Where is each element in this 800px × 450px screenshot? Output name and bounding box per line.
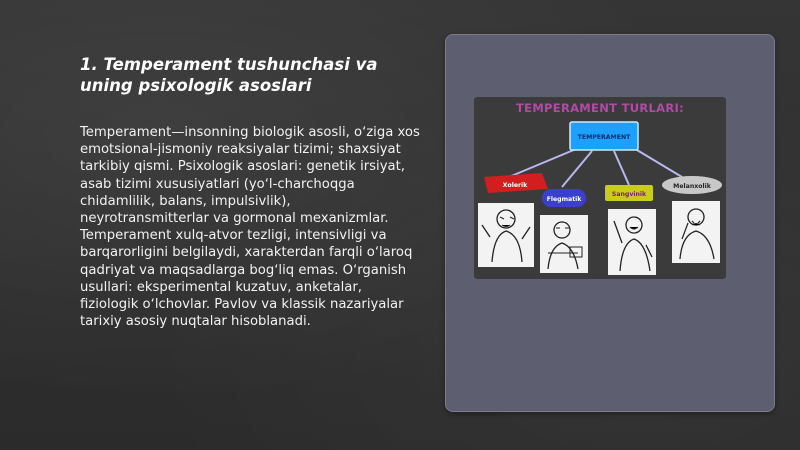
slide-title: 1. Temperament tushunchasi va uning psixologik asoslari [80,55,378,95]
slide-body-text: Temperament—insonning biologik asosli, oʻziga xos emotsional-jismoniy reaksiyalar tizimi; shaxsiyat tarkibiy qismi. Psixologik asoslari: genetik irsiyat, asab tizimi xususiyatlari (yoʻl-charchoqga chidamlilik, balans, impulsivlik), neyrotransmitterlar va gormonal mexanizmlar. Temperament xulq-atvor tezligi, intensivligi va barqarorligini belgilaydi, xarakterdan farqli oʻlaroq qadriyat va maqsadlarga bogʻliq emas. Oʻrganish usullari: eksperimental kuzatuv, anketalar, fiziologik oʻlchovlar. Pavlov va klassik nazariyalar tarixiy asosiy nuqtalar hisoblanadi. [80,125,420,330]
type-xolerik-label: Xolerik [502,182,528,189]
type-flegmatik-label: Flegmatik [546,196,582,203]
type-sangvinik-label: Sangvinik [611,191,647,198]
illustration-flegmatik [540,215,588,273]
temperament-diagram [474,97,726,279]
illustration-sangvinik [608,209,656,275]
diagram-heading: TEMPERAMENT TURLARI: [516,101,684,115]
type-melanxolik-label: Melanxolik [673,183,711,190]
illustration-xolerik [478,203,534,267]
illustration-melanxolik [672,201,720,263]
center-label: TEMPERAMENT [577,134,631,141]
